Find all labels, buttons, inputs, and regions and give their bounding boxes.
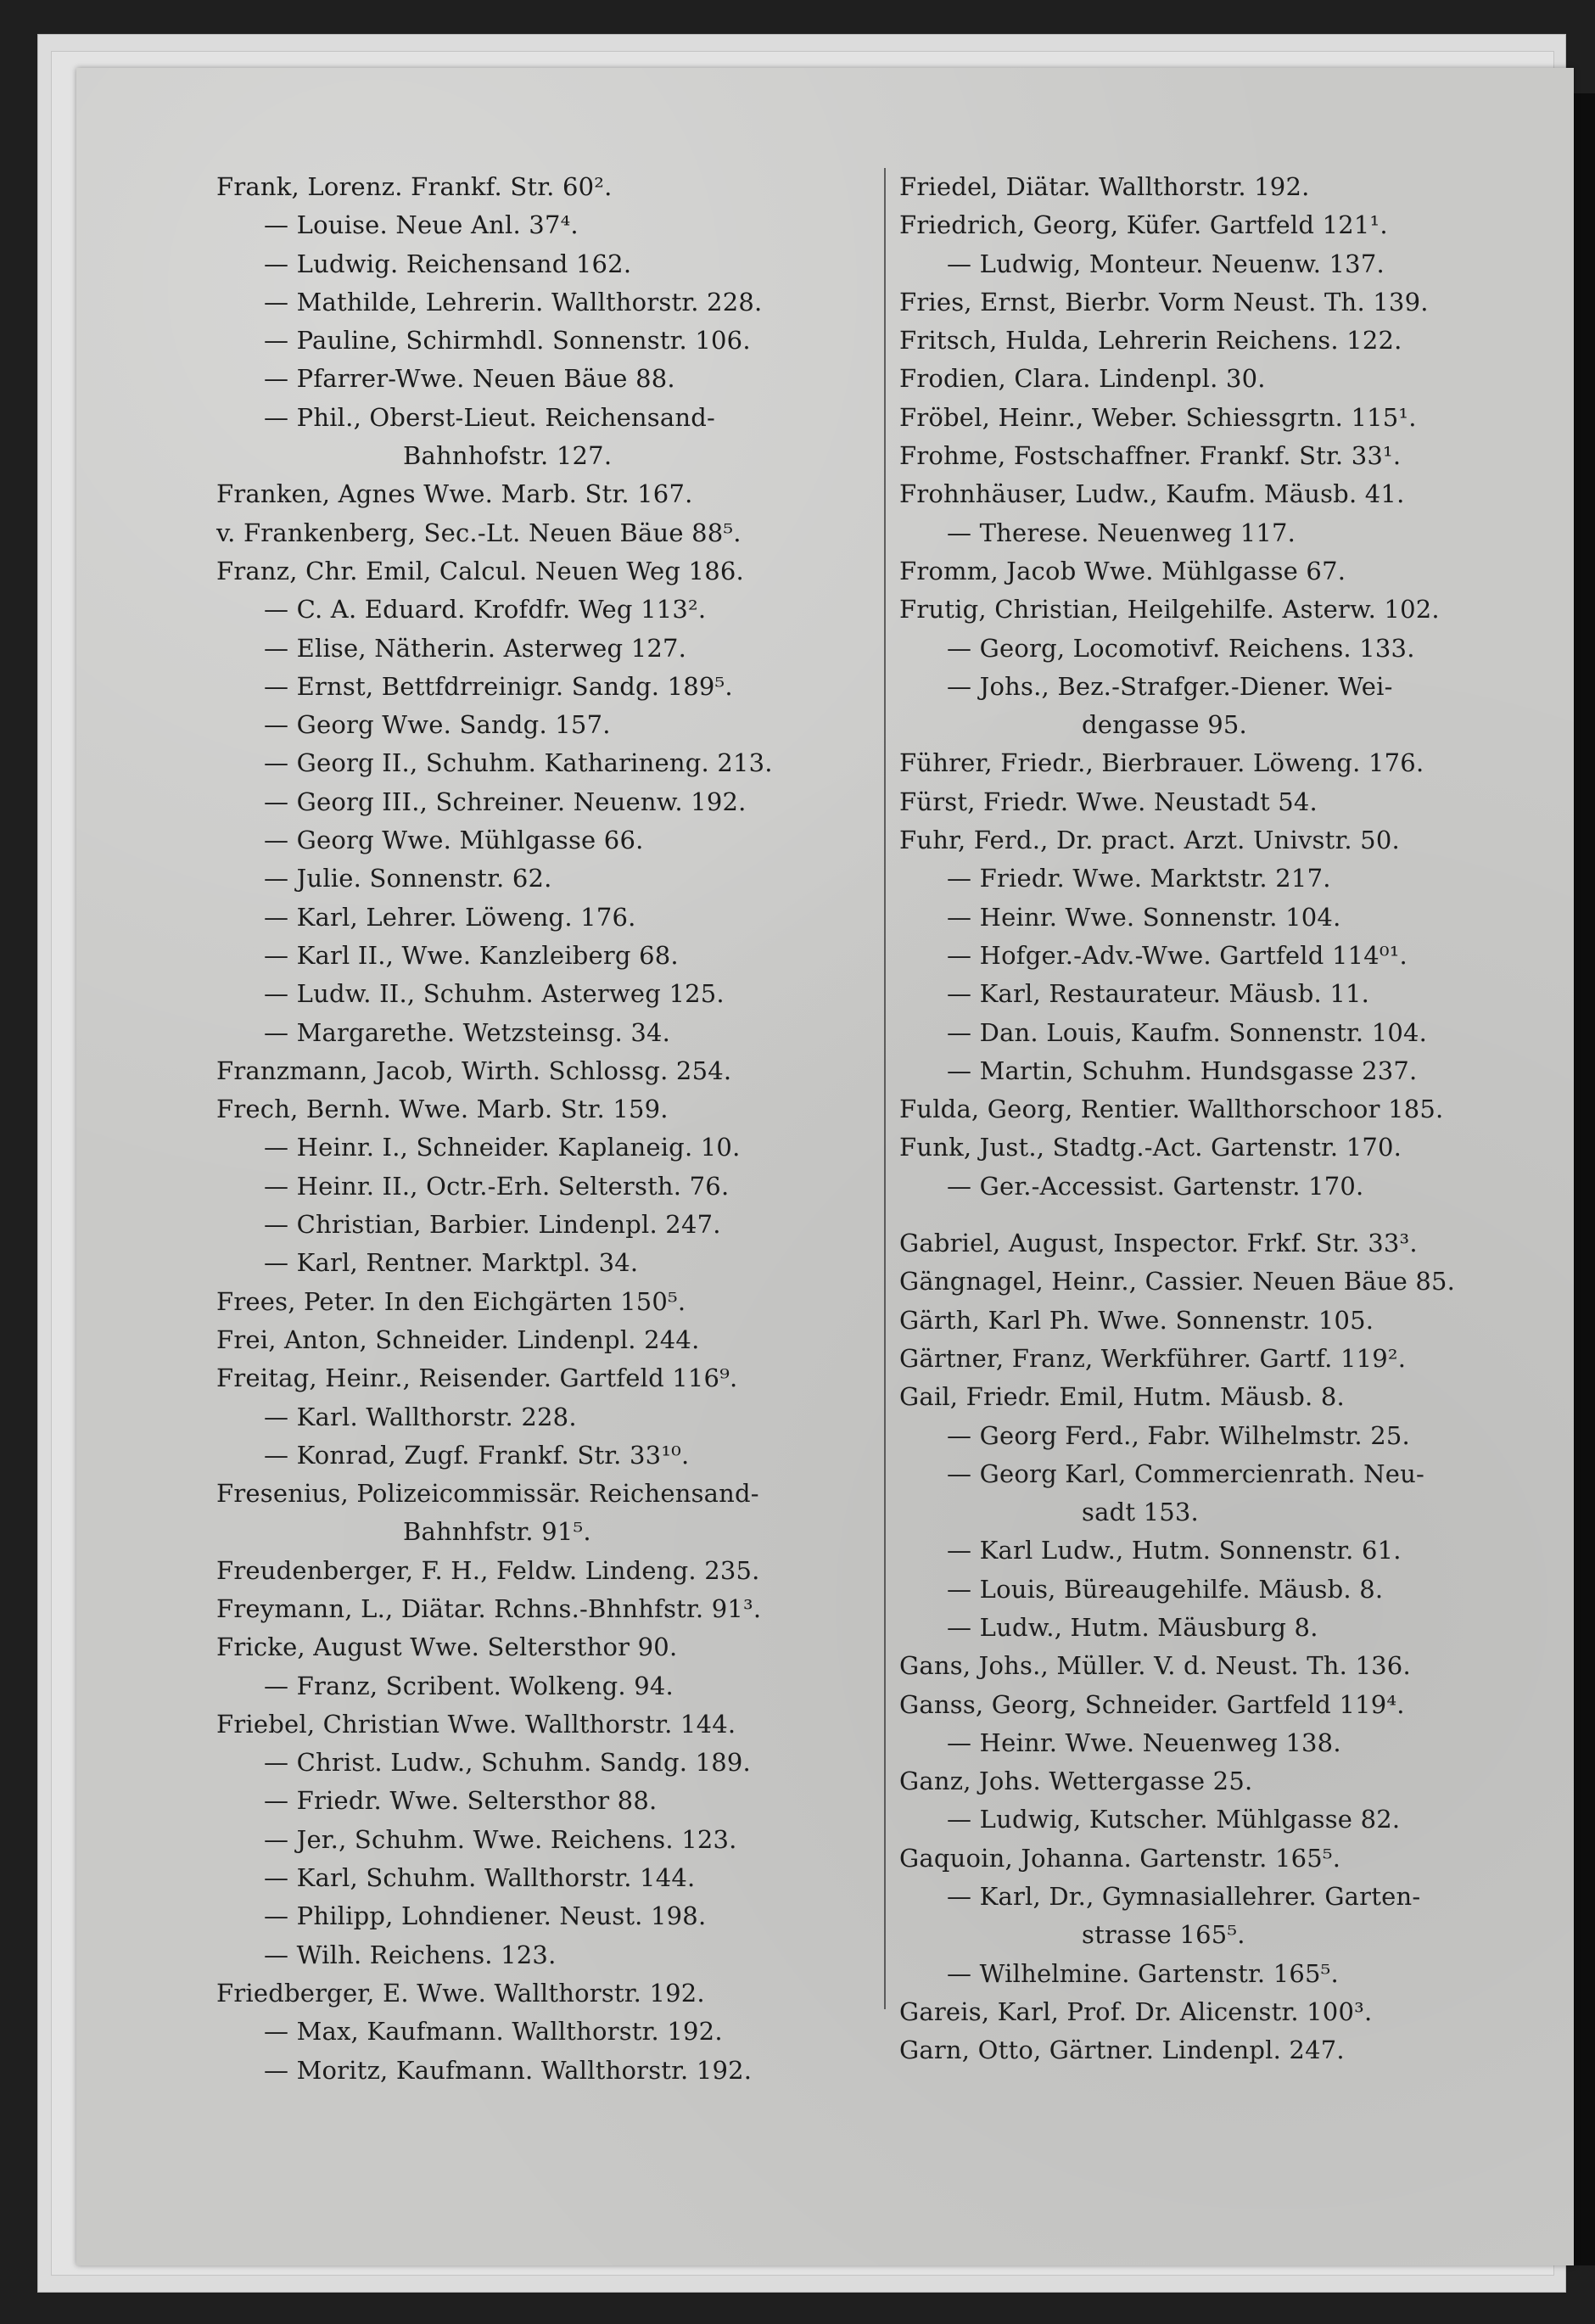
directory-entry: Fuhr, Ferd., Dr. pract. Arzt. Univstr. 50.	[899, 826, 1400, 855]
directory-entry: — Ernst, Bettfdrreinigr. Sandg. 189⁵.	[264, 671, 733, 701]
directory-entry: — Therese. Neuenweg 117.	[947, 518, 1296, 547]
directory-entry: — Konrad, Zugf. Frankf. Str. 33¹⁰.	[264, 1440, 690, 1470]
directory-entry: Fritsch, Hulda, Lehrerin Reichens. 122.	[899, 326, 1402, 356]
directory-entry: — Heinr. Wwe. Sonnenstr. 104.	[947, 902, 1341, 932]
directory-entry: — Ludw., Hutm. Mäusburg 8.	[947, 1612, 1318, 1642]
directory-entry: — Heinr. Wwe. Neuenweg 138.	[947, 1728, 1341, 1757]
directory-entry: — Georg, Locomotivf. Reichens. 133.	[947, 633, 1415, 663]
directory-entry: — Heinr. II., Octr.-Erh. Seltersth. 76.	[264, 1171, 730, 1201]
directory-entry: Freymann, L., Diätar. Rchns.-Bhnhfstr. 91³.	[216, 1593, 762, 1623]
directory-entry: — Karl, Schuhm. Wallthorstr. 144.	[264, 1863, 696, 1893]
directory-entry: Frutig, Christian, Heilgehilfe. Asterw. 102.	[899, 595, 1440, 624]
directory-entry: Fulda, Georg, Rentier. Wallthorschoor 185.	[899, 1095, 1444, 1124]
directory-entry-continuation: strasse 165⁵.	[1082, 1920, 1245, 1950]
directory-entry: Gängnagel, Heinr., Cassier. Neuen Bäue 85.	[899, 1267, 1456, 1296]
directory-entry: — Philipp, Lohndiener. Neust. 198.	[264, 1901, 707, 1931]
directory-entry: — Christian, Barbier. Lindenpl. 247.	[264, 1210, 721, 1240]
directory-entry: — Hofger.-Adv.-Wwe. Gartfeld 114⁰¹.	[947, 940, 1408, 970]
directory-entry: Gareis, Karl, Prof. Dr. Alicenstr. 100³.	[899, 1996, 1373, 2026]
directory-entry: Franken, Agnes Wwe. Marb. Str. 167.	[216, 479, 693, 509]
directory-entry: — Karl II., Wwe. Kanzleiberg 68.	[264, 940, 679, 970]
directory-entry: — Karl Ludw., Hutm. Sonnenstr. 61.	[947, 1536, 1402, 1565]
directory-entry: Franzmann, Jacob, Wirth. Schlossg. 254.	[216, 1056, 732, 1085]
directory-entry: — Georg III., Schreiner. Neuenw. 192.	[264, 787, 747, 816]
directory-entry: — Karl, Rentner. Marktpl. 34.	[264, 1248, 639, 1278]
directory-entry: Fröbel, Heinr., Weber. Schiessgrtn. 115¹.	[899, 402, 1417, 432]
directory-entry: Gail, Friedr. Emil, Hutm. Mäusb. 8.	[899, 1382, 1345, 1412]
directory-entry: — Julie. Sonnenstr. 62.	[264, 864, 552, 893]
directory-columns	[216, 168, 1540, 2120]
directory-entry: — C. A. Eduard. Krofdfr. Weg 113².	[264, 595, 707, 624]
directory-entry: Garn, Otto, Gärtner. Lindenpl. 247.	[899, 2036, 1345, 2065]
directory-entry: Frei, Anton, Schneider. Lindenpl. 244.	[216, 1324, 700, 1354]
column-divider	[884, 168, 886, 2009]
directory-entry: — Friedr. Wwe. Seltersthor 88.	[264, 1786, 658, 1816]
directory-entry: — Pauline, Schirmhdl. Sonnenstr. 106.	[264, 326, 751, 356]
directory-entry: — Karl, Restaurateur. Mäusb. 11.	[947, 979, 1370, 1009]
dark-edge	[1574, 93, 1595, 2265]
directory-entry: — Dan. Louis, Kaufm. Sonnenstr. 104.	[947, 1017, 1428, 1047]
directory-entry: Frees, Peter. In den Eichgärten 150⁵.	[216, 1286, 686, 1316]
directory-entry: — Margarethe. Wetzsteinsg. 34.	[264, 1017, 671, 1047]
directory-entry: Ganss, Georg, Schneider. Gartfeld 119⁴.	[899, 1689, 1405, 1719]
directory-entry: Gaquoin, Johanna. Gartenstr. 165⁵.	[899, 1843, 1341, 1873]
directory-entry: Franz, Chr. Emil, Calcul. Neuen Weg 186.	[216, 556, 744, 585]
directory-entry: Frech, Bernh. Wwe. Marb. Str. 159.	[216, 1095, 669, 1124]
directory-entry: — Ger.-Accessist. Gartenstr. 170.	[947, 1171, 1364, 1201]
directory-entry: — Ludw. II., Schuhm. Asterweg 125.	[264, 979, 725, 1009]
directory-entry: — Ludwig, Kutscher. Mühlgasse 82.	[947, 1805, 1401, 1834]
directory-entry: Gärtner, Franz, Werkführer. Gartf. 119².	[899, 1343, 1407, 1373]
directory-entry: — Karl, Lehrer. Löweng. 176.	[264, 902, 636, 932]
directory-entry: — Louise. Neue Anl. 37⁴.	[264, 210, 579, 240]
directory-entry: — Friedr. Wwe. Marktstr. 217.	[947, 864, 1331, 893]
directory-entry: — Elise, Nätherin. Asterweg 127.	[264, 633, 687, 663]
directory-entry: — Georg Karl, Commercienrath. Neu-	[947, 1459, 1424, 1488]
directory-entry: — Ludwig, Monteur. Neuenw. 137.	[947, 249, 1385, 278]
directory-entry: — Jer., Schuhm. Wwe. Reichens. 123.	[264, 1824, 737, 1854]
directory-entry: — Martin, Schuhm. Hundsgasse 237.	[947, 1056, 1418, 1085]
directory-entry: Gans, Johs., Müller. V. d. Neust. Th. 136.	[899, 1651, 1411, 1681]
directory-entry: — Pfarrer-Wwe. Neuen Bäue 88.	[264, 364, 675, 394]
directory-entry-continuation: Bahnhfstr. 91⁵.	[403, 1517, 591, 1547]
directory-entry: Frohme, Fostschaffner. Frankf. Str. 33¹.	[899, 441, 1402, 471]
directory-entry: Fricke, August Wwe. Seltersthor 90.	[216, 1632, 678, 1662]
directory-entry: — Christ. Ludw., Schuhm. Sandg. 189.	[264, 1748, 751, 1778]
directory-entry: — Georg Wwe. Mühlgasse 66.	[264, 826, 644, 855]
directory-entry: Friebel, Christian Wwe. Wallthorstr. 144.	[216, 1709, 736, 1739]
directory-entry: — Max, Kaufmann. Wallthorstr. 192.	[264, 2017, 723, 2047]
directory-entry: — Mathilde, Lehrerin. Wallthorstr. 228.	[264, 287, 763, 316]
directory-entry: Gärth, Karl Ph. Wwe. Sonnenstr. 105.	[899, 1305, 1374, 1335]
directory-entry: Funk, Just., Stadtg.-Act. Gartenstr. 170.	[899, 1133, 1402, 1162]
directory-entry: — Georg Ferd., Fabr. Wilhelmstr. 25.	[947, 1420, 1410, 1450]
directory-entry: Friedrich, Georg, Küfer. Gartfeld 121¹.	[899, 210, 1388, 240]
directory-entry: Fromm, Jacob Wwe. Mühlgasse 67.	[899, 556, 1346, 585]
directory-entry-continuation: sadt 153.	[1082, 1498, 1199, 1527]
directory-entry: Fresenius, Polizeicommissär. Reichensand-	[216, 1479, 759, 1509]
right-column	[899, 168, 1544, 2070]
directory-entry: — Karl, Dr., Gymnasiallehrer. Garten-	[947, 1882, 1421, 1912]
directory-entry: Gabriel, August, Inspector. Frkf. Str. 33³.	[899, 1229, 1418, 1258]
directory-entry: — Heinr. I., Schneider. Kaplaneig. 10.	[264, 1133, 741, 1162]
directory-entry: Führer, Friedr., Bierbrauer. Löweng. 176.	[899, 748, 1424, 778]
directory-entry-continuation: Bahnhofstr. 127.	[403, 441, 613, 471]
directory-entry: Friedberger, E. Wwe. Wallthorstr. 192.	[216, 1978, 705, 2008]
directory-entry: — Louis, Büreaugehilfe. Mäusb. 8.	[947, 1574, 1384, 1604]
directory-entry: v. Frankenberg, Sec.-Lt. Neuen Bäue 88⁵.	[216, 518, 742, 547]
directory-entry: Fries, Ernst, Bierbr. Vorm Neust. Th. 139.	[899, 287, 1429, 316]
directory-entry: — Moritz, Kaufmann. Wallthorstr. 192.	[264, 2055, 753, 2085]
directory-entry: Friedel, Diätar. Wallthorstr. 192.	[899, 172, 1310, 201]
directory-entry: — Georg II., Schuhm. Katharineng. 213.	[264, 748, 773, 778]
directory-entry: Frodien, Clara. Lindenpl. 30.	[899, 364, 1266, 394]
directory-entry: — Phil., Oberst-Lieut. Reichensand-	[264, 402, 716, 432]
directory-entry: Freitag, Heinr., Reisender. Gartfeld 116⁹.	[216, 1364, 738, 1393]
directory-entry: Fürst, Friedr. Wwe. Neustadt 54.	[899, 787, 1318, 816]
directory-entry-continuation: dengasse 95.	[1082, 710, 1247, 740]
directory-entry: Freudenberger, F. H., Feldw. Lindeng. 235.	[216, 1555, 760, 1585]
directory-entry: — Johs., Bez.-Strafger.-Diener. Wei-	[947, 671, 1393, 701]
directory-entry: — Franz, Scribent. Wolkeng. 94.	[264, 1671, 674, 1700]
directory-entry: — Ludwig. Reichensand 162.	[264, 249, 632, 278]
directory-entry: — Georg Wwe. Sandg. 157.	[264, 710, 611, 740]
left-column	[216, 168, 861, 2090]
directory-entry: Frank, Lorenz. Frankf. Str. 60².	[216, 172, 613, 201]
directory-entry: Frohnhäuser, Ludw., Kaufm. Mäusb. 41.	[899, 479, 1405, 509]
directory-entry: — Wilhelmine. Gartenstr. 165⁵.	[947, 1958, 1339, 1988]
directory-entry: — Wilh. Reichens. 123.	[264, 1940, 557, 1969]
directory-entry: Ganz, Johs. Wettergasse 25.	[899, 1767, 1253, 1796]
directory-entry: — Karl. Wallthorstr. 228.	[264, 1402, 577, 1431]
